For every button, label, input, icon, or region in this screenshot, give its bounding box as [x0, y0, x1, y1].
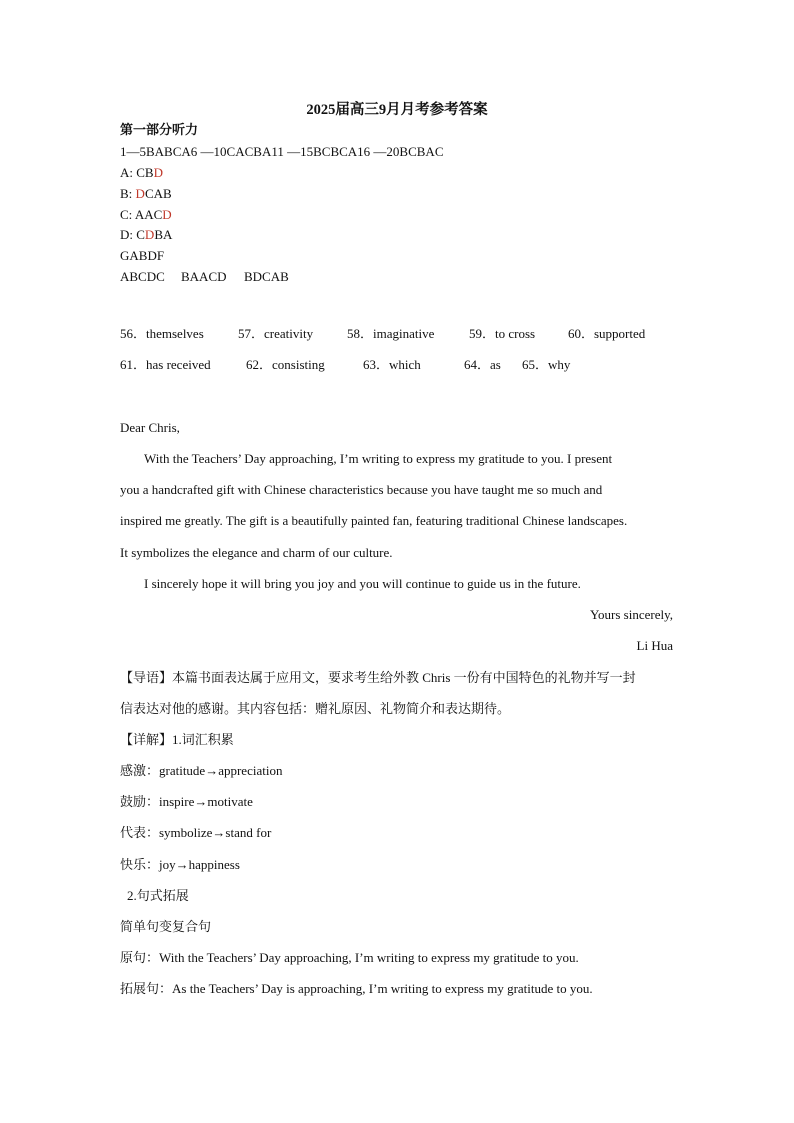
grammar-answer: 57．creativity	[238, 326, 314, 341]
letter-signature: Li Hua	[636, 638, 673, 653]
guide-line: 信表达对他的感谢。其内容包括：赠礼原因、礼物简介和表达期待。	[120, 701, 511, 716]
original-sentence: 原句：With the Teachers’ Day approaching, I’m writing to express my gratitude to you.	[120, 950, 579, 965]
grammar-answer: 63．which	[363, 357, 421, 372]
letter-salutation: Dear Chris,	[120, 420, 180, 435]
reading-c-main: AAC	[134, 207, 163, 222]
letter-closing: Yours sincerely,	[589, 607, 673, 622]
cloze-group: BDCAB	[244, 269, 289, 284]
grammar-answer: 60．supported	[568, 326, 646, 341]
reading-d-main: C	[136, 227, 145, 242]
vocab-item: 鼓励：inspire→motivate	[120, 794, 253, 809]
grammar-answer: 65．why	[522, 357, 571, 372]
reading-d-prefix: D:	[120, 227, 137, 242]
reading-b-main: CAB	[144, 186, 172, 201]
grammar-answers-row-2	[120, 357, 680, 373]
grammar-answers-row-1	[120, 326, 680, 342]
reading-a-prefix: A:	[120, 165, 137, 180]
listening-answers: 1—5BABCA6 —10CACBA11 —15BCBCA16 —20BCBAC	[120, 144, 444, 159]
reading-b-red: D	[135, 186, 145, 201]
detail-subtitle: 简单句变复合句	[120, 919, 212, 934]
vocab-item: 快乐：joy→happiness	[120, 857, 240, 872]
grammar-answer: 58．imaginative	[347, 326, 435, 341]
grammar-answer: 59．to cross	[469, 326, 536, 341]
letter-line: It symbolizes the elegance and charm of our culture.	[120, 545, 393, 560]
reading-c-red: D	[162, 207, 172, 222]
detail-subheading: 2.句式拓展	[127, 888, 189, 903]
vocab-item: 代表：symbolize→stand for	[120, 825, 272, 840]
cloze-group: ABCDC	[120, 269, 165, 284]
letter-line: you a handcrafted gift with Chinese characteristics because you have taught me so much and	[120, 482, 603, 497]
expanded-sentence: 拓展句：As the Teachers’ Day is approaching, I’m writing to express my gratitude to you.	[120, 981, 593, 996]
reading-b-prefix: B:	[120, 186, 136, 201]
detail-heading: 【详解】1.词汇积累	[120, 732, 234, 747]
guide-line: 【导语】本篇书面表达属于应用文，要求考生给外教 Chris 一份有中国特色的礼物并写一封	[120, 670, 636, 685]
reading-d-red: D	[144, 227, 155, 242]
grammar-answer: 61．has received	[120, 357, 211, 372]
letter-line: With the Teachers’ Day approaching, I’m writing to express my gratitude to you. I present	[144, 451, 613, 466]
cloze-group: BAACD	[181, 269, 227, 284]
vocab-item: 感激：gratitude→appreciation	[120, 763, 283, 778]
grammar-answer: 64．as	[464, 357, 501, 372]
letter-line: inspired me greatly. The gift is a beautifully painted fan, featuring traditional Chinese landscapes.	[120, 513, 628, 528]
reading-c-prefix: C:	[120, 207, 135, 222]
grammar-answer: 62．consisting	[246, 357, 325, 372]
reading-d-tail: BA	[154, 227, 173, 242]
reading-a-red: D	[153, 165, 163, 180]
reading-a-main: CB	[136, 165, 154, 180]
cloze-answers	[120, 269, 420, 285]
reading-answers-b	[120, 186, 172, 202]
reading-answers-c	[120, 207, 172, 223]
letter-line: I sincerely hope it will bring you joy and you will continue to guide us in the future.	[144, 576, 581, 591]
grammar-answer: 56．themselves	[120, 326, 204, 341]
section-heading-listening: 第一部分听力	[120, 122, 199, 137]
page-title: 2025届高三9月月考参考答案	[306, 102, 488, 118]
reading-answers-e: GABDF	[120, 248, 165, 263]
reading-answers-a	[120, 165, 163, 181]
reading-answers-d	[120, 227, 172, 243]
